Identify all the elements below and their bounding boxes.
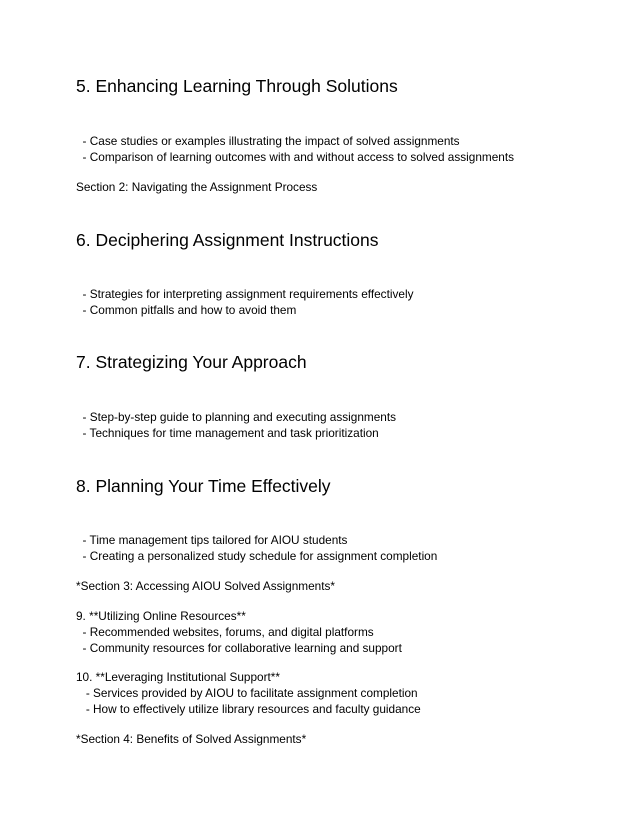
bullet-9-1: - Recommended websites, forums, and digital platforms: [76, 625, 374, 639]
bullet-8-2: - Creating a personalized study schedule for assignment completion: [76, 549, 438, 563]
bullet-8-1: - Time management tips tailored for AIOU students: [76, 533, 348, 547]
bullet-7-1: - Step-by-step guide to planning and executing assignments: [76, 410, 397, 424]
section-2-label: Section 2: Navigating the Assignment Process: [76, 180, 318, 194]
heading-5: 5. Enhancing Learning Through Solutions: [76, 76, 398, 96]
bullet-6-2: - Common pitfalls and how to avoid them: [76, 303, 297, 317]
heading-6: 6. Deciphering Assignment Instructions: [76, 230, 379, 250]
bullet-6-1: - Strategies for interpreting assignment requirements effectively: [76, 287, 414, 301]
item-9-title: 9. **Utilizing Online Resources**: [76, 609, 246, 623]
bullet-9-2: - Community resources for collaborative learning and support: [76, 641, 402, 655]
heading-8: 8. Planning Your Time Effectively: [76, 476, 331, 496]
section-3-label: *Section 3: Accessing AIOU Solved Assignments*: [76, 579, 336, 593]
bullet-7-2: - Techniques for time management and task prioritization: [76, 426, 379, 440]
section-4-label: *Section 4: Benefits of Solved Assignments*: [76, 732, 307, 746]
bullet-5-1: - Case studies or examples illustrating the impact of solved assignments: [76, 134, 460, 148]
bullet-10-1: - Services provided by AIOU to facilitate assignment completion: [76, 686, 418, 700]
heading-7: 7. Strategizing Your Approach: [76, 352, 307, 372]
bullet-5-2: - Comparison of learning outcomes with and without access to solved assignments: [76, 150, 515, 164]
bullet-10-2: - How to effectively utilize library resources and faculty guidance: [76, 702, 421, 716]
item-10-title: 10. **Leveraging Institutional Support**: [76, 670, 280, 684]
